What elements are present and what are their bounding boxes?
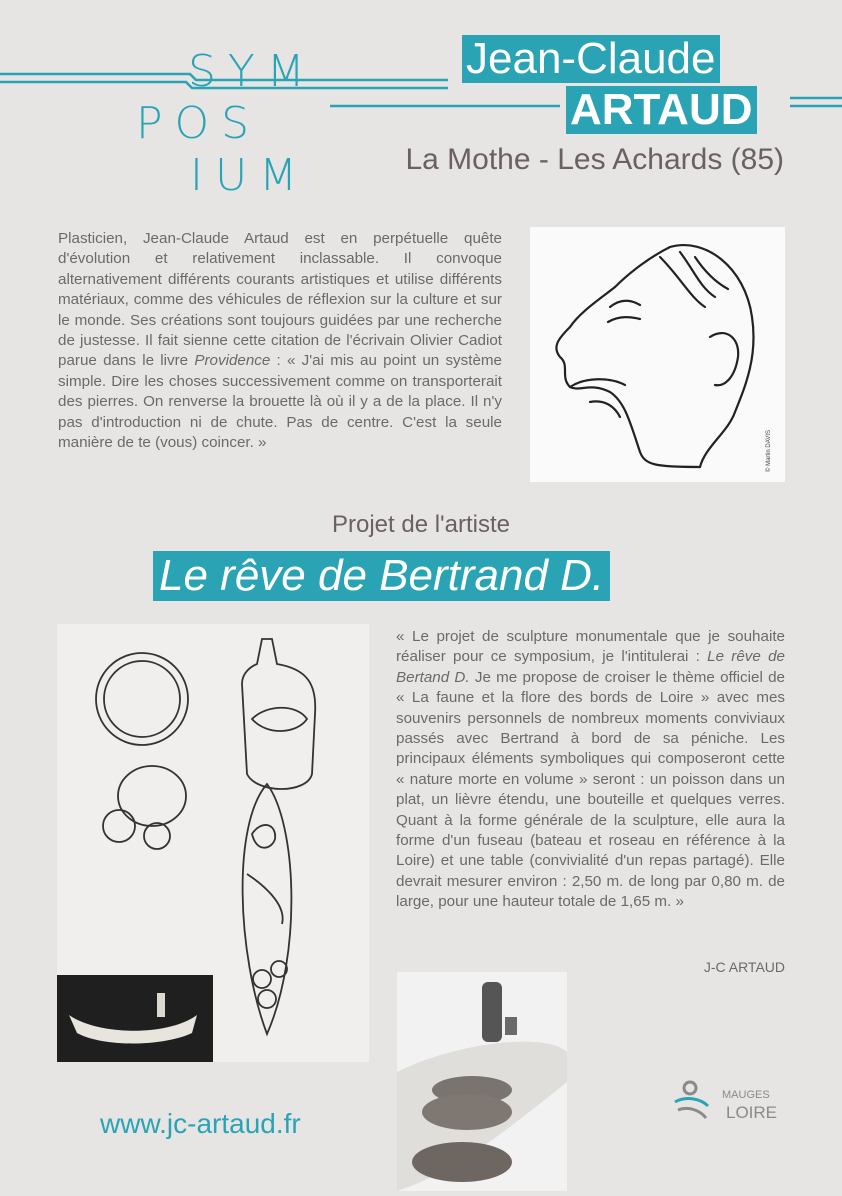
book-title: Providence	[194, 352, 271, 370]
artist-first-name: Jean-Claude	[462, 35, 720, 83]
project-title: Le rêve de Bertrand D.	[153, 551, 610, 601]
artist-bio: Plasticien, Jean-Claude Artaud est en perpétuelle quête d'évolution et relativement inclassable. Il convoque alternativement différents courants artistiques et utilise différents matériaux, comme des véhicules de réflexion sur la culture et sur le monde. Ses créations sont toujours guidées par une recherche de justesse. Il fait sienne cette citation de l'écrivain Olivier Cadiot parue dans le livre Providence : « J'ai mis au point un système simple. Dire les choses successivement comme on transporterait des pierres. On renverse la brouette là où il y a de la place. Il n'y pas d'introduction ni de chute. Pas de centre. C'est la seule manière de te (vous) coincer. »	[58, 230, 502, 452]
logo-line-1: MAUGES	[722, 1089, 770, 1101]
artist-portrait-drawing	[530, 227, 785, 482]
project-subtitle: Projet de l'artiste	[332, 511, 510, 538]
quote-italic-title: Le rêve de Bertand D.	[396, 648, 785, 686]
quote-signature: J-C ARTAUD	[703, 959, 785, 975]
website-link[interactable]: www.jc-artaud.fr	[100, 1108, 301, 1139]
portrait-credit: © Martin DAVIS	[766, 430, 772, 472]
artist-last-name: ARTAUD	[566, 86, 757, 134]
symposium-line-3: IUM	[190, 150, 310, 201]
sculpture-photo	[397, 972, 567, 1191]
mauges-loire-logo	[670, 1078, 790, 1128]
location: La Mothe - Les Achards (85)	[405, 143, 784, 176]
maquette-photo	[57, 975, 213, 1062]
symposium-line-1: SYM	[188, 46, 317, 97]
artist-quote: « Le projet de sculpture monumentale que je souhaite réaliser pour ce symposium, je l'intitulerai : Le rêve de Bertand D. Je me propose de croiser le thème officiel de « La faune et la flore des bords de Loire » avec mes souvenirs personnels de nombreux moments conviviaux passés avec Bertrand à bord de sa péniche. Les principaux éléments symboliques qui composeront cette « nature morte en volume » seront : un poisson dans un plat, un lièvre étendu, une bouteille et quelques verres. Quant à la forme générale de la sculpture, elle aura la forme d'un fuseau (bateau et roseau en référence à la Loire) et une table (convivialité d'un repas partagé). Elle devrait mesurer environ : 2,50 m. de long par 0,80 m. de large, pour une hauteur totale de 1,65 m. »	[396, 628, 785, 911]
logo-line-2: LOIRE	[726, 1103, 778, 1122]
symposium-line-2: POS	[136, 98, 262, 149]
